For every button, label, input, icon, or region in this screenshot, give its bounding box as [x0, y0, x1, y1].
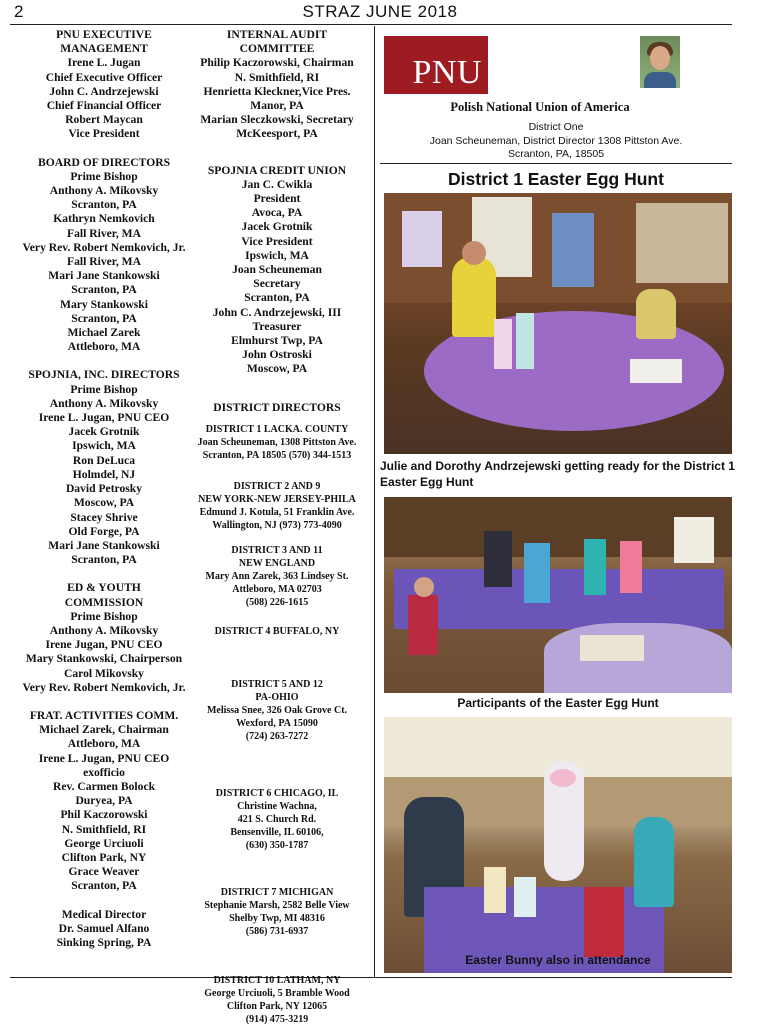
directory-line: Grace Weaver — [68, 865, 140, 879]
directory-line: Michael Zarek, Chairman — [39, 723, 169, 737]
photo-easter-bunny — [384, 717, 732, 973]
directory-line: Attleboro, MA — [67, 737, 141, 751]
directory-section — [6, 908, 202, 951]
directory-line: Scranton, PA — [71, 553, 137, 567]
district-line: DISTRICT 4 BUFFALO, NY — [214, 625, 340, 637]
section-title: ED & YOUTH — [67, 581, 141, 595]
district-line: (630) 350-1787 — [245, 839, 309, 851]
directory-section — [6, 28, 202, 142]
directory-line: Sinking Spring, PA — [56, 935, 152, 949]
section-title: INTERNAL AUDIT — [226, 28, 328, 41]
district-line: NEW YORK-NEW JERSEY-PHILA — [198, 493, 356, 505]
directory-line: exofficio — [83, 765, 125, 779]
district-line: DISTRICT 2 AND 9 — [233, 480, 321, 492]
district-directors-list — [188, 423, 366, 1026]
directory-line: Anthony A. Mikovsky — [49, 396, 159, 410]
directory-line: Moscow, PA — [246, 362, 308, 376]
directory-line: Phil Kaczorowski — [60, 808, 148, 822]
district-entry — [188, 678, 366, 743]
page-number: 2 — [14, 2, 24, 21]
district-entry — [188, 886, 366, 938]
directory-line: Jan C. Cwikla — [241, 177, 313, 191]
bottom-rule — [10, 977, 732, 978]
district-entry — [188, 787, 366, 852]
district-line: Joan Scheuneman, 1308 Pittston Ave. — [197, 436, 357, 448]
directory-line: Very Rev. Robert Nemkovich, Jr. — [22, 680, 186, 694]
district-line: Bensenville, IL 60106, — [230, 826, 324, 838]
directory-line: Elmhurst Twp, PA — [231, 334, 323, 348]
district-line: DISTRICT 10 LATHAM, NY — [213, 974, 341, 986]
district-entry — [188, 625, 366, 638]
directory-line: Scranton, PA — [71, 283, 137, 297]
directory-line: Holmdel, NJ — [72, 467, 136, 481]
district-line: Attleboro, MA 02703 — [232, 583, 322, 595]
directory-line: Carol Mikovsky — [64, 666, 144, 680]
directory-line: Kathryn Nemkovich — [53, 212, 155, 226]
directory-line: Philip Kaczorowski, Chairman — [200, 56, 354, 70]
district-directors-title: DISTRICT DIRECTORS — [213, 400, 341, 414]
directory-line: Scranton, PA — [71, 198, 137, 212]
district-line: DISTRICT 6 CHICAGO, IL — [215, 787, 339, 799]
directory-line: Old Forge, PA — [68, 524, 140, 538]
directory-line: Ron DeLuca — [72, 453, 136, 467]
section-title: SPOJNIA, INC. DIRECTORS — [28, 368, 180, 382]
directory-line: Ipswich, MA — [245, 248, 309, 262]
caption-preparation: Julie and Dorothy Andrzejewski getting ready for the District 1 Easter Egg Hunt — [380, 459, 735, 489]
directory-line: Fall River, MA — [67, 255, 141, 269]
directory-line: Irene Jugan, PNU CEO — [45, 638, 163, 652]
district-line: Stephanie Marsh, 2582 Belle View — [204, 899, 350, 911]
district-line: 421 S. Church Rd. — [237, 813, 317, 825]
directory-line: George Urciuoli — [64, 836, 144, 850]
directory-line: Mary Stankowski — [60, 297, 148, 311]
spojnia-credit-union — [188, 164, 366, 377]
internal-audit-committee — [188, 28, 366, 142]
directory-line: Marian Sleczkowski, Secretary — [200, 113, 354, 127]
district-line: DISTRICT 7 MICHIGAN — [220, 886, 334, 898]
directory-line: Irene L. Jugan, PNU CEO — [38, 411, 170, 425]
directory-line: Chief Executive Officer — [45, 70, 163, 84]
district-entry — [188, 423, 366, 462]
directory-line: John Ostroski — [242, 348, 312, 362]
directory-line: Attleboro, MA — [67, 340, 141, 354]
article-headline: District 1 Easter Egg Hunt — [448, 169, 664, 189]
district-entry — [188, 974, 366, 1026]
directory-line: Anthony A. Mikovsky — [49, 623, 159, 637]
district-line: Wallington, NJ (973) 773-4090 — [212, 519, 342, 531]
district-line: NEW ENGLAND — [238, 557, 316, 569]
section-title: SPOJNIA CREDIT UNION — [207, 163, 347, 177]
directory-line: Avoca, PA — [251, 206, 303, 220]
district-line: Christine Wachna, — [237, 800, 317, 812]
directory-line: Anthony A. Mikovsky — [49, 184, 159, 198]
district-line: Wexford, PA 15090 — [236, 717, 318, 729]
district-line: Mary Ann Zarek, 363 Lindsey St. — [205, 570, 349, 582]
directory-line: Prime Bishop — [70, 169, 138, 183]
directory-line: Prime Bishop — [70, 382, 138, 396]
directory-line: Michael Zarek — [67, 326, 141, 340]
directory-line: Scranton, PA — [244, 291, 310, 305]
middle-directory-column — [188, 28, 366, 1026]
directory-line: John C. Andrzejewski — [49, 84, 159, 98]
directory-line: Vice President — [241, 234, 313, 248]
district-line: PA-OHIO — [255, 691, 299, 703]
caption-easter-bunny: Easter Bunny also in attendance — [465, 953, 651, 967]
directory-line: Robert Maycan — [65, 113, 143, 127]
directory-line: Dr. Samuel Alfano — [58, 921, 150, 935]
directory-line: Scranton, PA — [71, 311, 137, 325]
district-entry — [188, 544, 366, 609]
pnu-logo: PNU — [384, 36, 488, 94]
directory-line: Treasurer — [252, 319, 302, 333]
directory-line: Stacey Shrive — [70, 510, 138, 524]
left-directory-column — [6, 28, 202, 964]
directory-line: Vice President — [68, 127, 140, 141]
section-title: BOARD OF DIRECTORS — [37, 155, 171, 169]
directory-section — [6, 368, 202, 567]
district-entry — [188, 480, 366, 532]
directory-line: Scranton, PA — [71, 879, 137, 893]
section-title: MANAGEMENT — [60, 42, 148, 56]
district-label: District One — [528, 121, 584, 133]
directory-section — [6, 156, 202, 355]
directory-line: Irene L. Jugan — [67, 56, 141, 70]
directory-line: Irene L. Jugan, PNU CEO — [38, 751, 170, 765]
section-title: COMMITTEE — [239, 42, 315, 56]
photo-participants — [384, 497, 732, 693]
district-line: Edmund J. Kotula, 51 Franklin Ave. — [199, 506, 355, 518]
district-line: DISTRICT 5 AND 12 — [231, 678, 323, 690]
directory-line: N. Smithfield, RI — [234, 70, 320, 84]
photo-easter-preparation — [384, 193, 732, 454]
district-line: (724) 263-7272 — [245, 730, 309, 742]
directory-line: Manor, PA — [250, 99, 304, 113]
directory-line: Chief Financial Officer — [46, 99, 162, 113]
district-line: Scranton, PA 18505 (570) 344-1513 — [202, 449, 352, 461]
district-line: DISTRICT 3 AND 11 — [231, 544, 323, 556]
column-divider — [374, 26, 375, 977]
directory-line: John C. Andrzejewski, III — [212, 305, 342, 319]
section-title: COMMISSION — [64, 595, 144, 609]
directory-section — [6, 709, 202, 894]
district-line: (914) 475-3219 — [245, 1013, 309, 1025]
directory-line: Mari Jane Stankowski — [48, 538, 160, 552]
directory-line: Henrietta Kleckner,Vice Pres. — [203, 84, 351, 98]
directory-line: Jacek Grotnik — [68, 425, 140, 439]
district-line: (586) 731-6937 — [245, 925, 309, 937]
district-line: Clifton Park, NY 12065 — [226, 1000, 328, 1012]
directory-line: Mary Stankowski, Chairperson — [25, 652, 183, 666]
directory-line: Moscow, PA — [73, 496, 135, 510]
directory-line: Secretary — [253, 277, 301, 291]
city-line: Scranton, PA, 18505 — [507, 148, 605, 160]
directory-line: N. Smithfield, RI — [61, 822, 147, 836]
directory-line: Very Rev. Robert Nemkovich, Jr. — [22, 240, 186, 254]
section-title: FRAT. ACTIVITIES COMM. — [29, 708, 179, 722]
district-line: DISTRICT 1 LACKA. COUNTY — [205, 423, 349, 435]
top-rule — [10, 24, 732, 25]
district-line: Shelby Twp, MI 48316 — [229, 912, 325, 924]
section-title: PNU EXECUTIVE — [56, 28, 152, 41]
page-header — [0, 0, 760, 26]
district-info — [380, 121, 732, 162]
directory-line: Fall River, MA — [67, 226, 141, 240]
directory-line: Duryea, PA — [75, 794, 133, 808]
directory-line: Prime Bishop — [70, 609, 138, 623]
directory-line: President — [253, 192, 301, 206]
directory-line: Mari Jane Stankowski — [48, 269, 160, 283]
newspaper-title: STRAZ JUNE 2018 — [302, 2, 458, 21]
directory-line: Medical Director — [61, 907, 147, 921]
director-address-line: Joan Scheuneman, District Director 1308 Pittston Ave. — [429, 134, 683, 147]
directory-line: McKeesport, PA — [236, 127, 318, 141]
district-line: (508) 226-1615 — [245, 596, 309, 608]
caption-participants: Participants of the Easter Egg Hunt — [457, 696, 659, 710]
directory-section — [6, 581, 202, 695]
district-line: George Urciuoli, 5 Bramble Wood — [204, 987, 350, 999]
directory-line: Joan Scheuneman — [232, 263, 322, 277]
organization-name: Polish National Union of America — [450, 100, 630, 114]
directory-line: Jacek Grotnik — [241, 220, 313, 234]
directory-line: David Petrosky — [65, 482, 143, 496]
section-rule — [380, 163, 732, 164]
directory-line: Ipswich, MA — [72, 439, 136, 453]
directory-line: Rev. Carmen Bolock — [52, 779, 156, 793]
district-line: Melissa Snee, 326 Oak Grove Ct. — [206, 704, 348, 716]
directory-line: Clifton Park, NY — [61, 850, 147, 864]
director-portrait — [640, 36, 680, 88]
